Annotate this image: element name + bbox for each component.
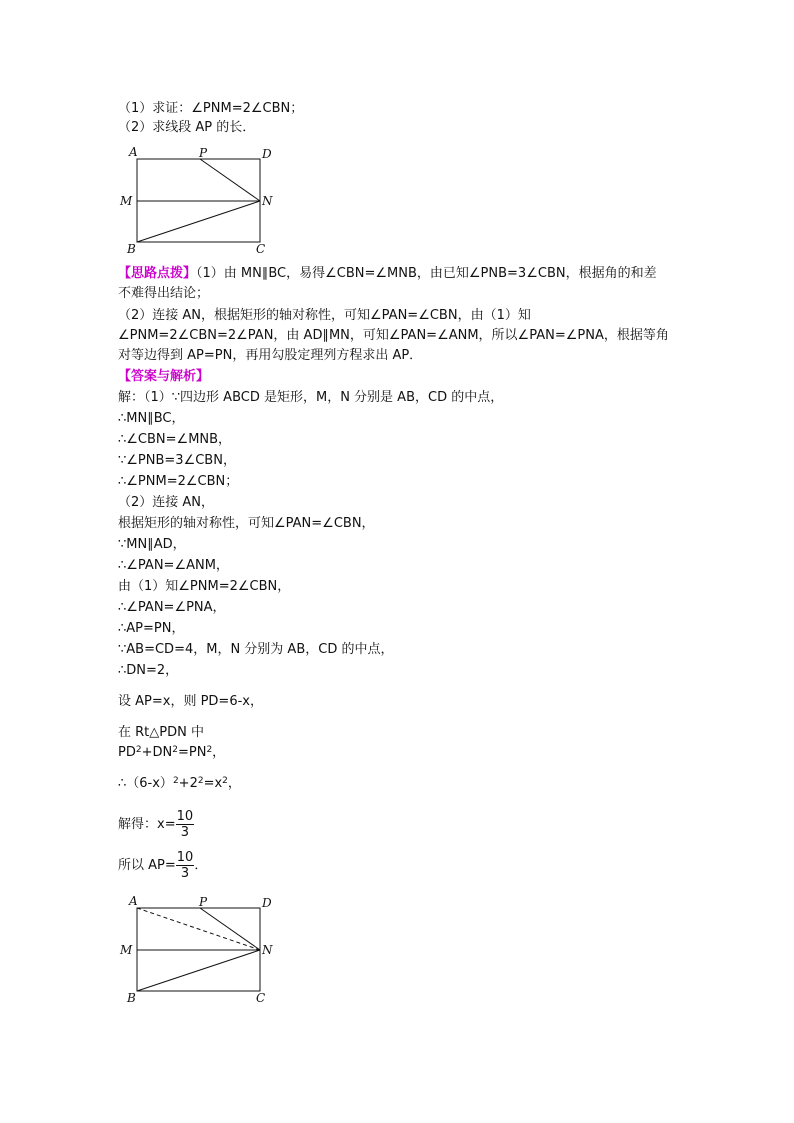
label-m: M	[120, 194, 133, 208]
answer-tag: 【答案与解析】	[118, 369, 210, 384]
label-d: D	[262, 147, 272, 161]
answer-line-3: ∴∠CBN=∠MNB，	[118, 432, 232, 447]
answer-line-13: ∵AB=CD=4，M，N 分别为 AB，CD 的中点，	[118, 642, 394, 657]
segment-pn	[200, 908, 260, 950]
answer-line-12: ∴AP=PN，	[118, 621, 185, 636]
hint-line-5: 对等边得到 AP=PN，再用勾股定理列方程求出 AP．	[118, 348, 423, 363]
equation-substituted: $\therefore(6-x)^2+2^2=x^2$，	[118, 776, 241, 791]
hint-line-4: ∠PNM=2∠CBN=2∠PAN，由 AD∥MN，可知∠PAN=∠ANM，所以∠PAN=∠PNA，根据等角	[118, 328, 669, 343]
answer-line-15: 设 AP=x，则 PD=6-x，	[118, 694, 263, 709]
question-part-2: （2）求线段 AP 的长．	[118, 120, 256, 135]
answer-line-16: 在 Rt△PDN 中	[118, 725, 204, 740]
label-b: B	[127, 242, 136, 256]
label-a: A	[129, 894, 138, 908]
label-c: C	[256, 991, 266, 1005]
label-m: M	[120, 943, 133, 957]
segment-pn	[200, 159, 260, 201]
answer-line-7: 根据矩形的轴对称性，可知∠PAN=∠CBN，	[118, 516, 375, 531]
label-d: D	[262, 896, 272, 910]
fraction-x: $\frac{10}{3}$	[176, 809, 194, 840]
label-p: P	[199, 895, 208, 909]
question-part-1: （1）求证：∠PNM=2∠CBN；	[118, 101, 304, 116]
answer-line-11: ∴∠PAN=∠PNA，	[118, 600, 226, 615]
label-c: C	[256, 242, 266, 256]
answer-line-2: ∴MN∥BC，	[118, 411, 185, 426]
hint-line-3: （2）连接 AN，根据矩形的轴对称性，可知∠PAN=∠CBN，由（1）知	[118, 308, 531, 323]
label-n: N	[262, 194, 273, 208]
segment-bn	[137, 201, 260, 242]
result-line: 所以 AP= $\frac{10}{3}$ ．	[118, 850, 208, 881]
segment-bn	[137, 950, 260, 991]
answer-line-1: 解：（1）∵四边形 ABCD 是矩形，M，N 分别是 AB，CD 的中点，	[118, 390, 504, 405]
fraction-ap: $\frac{10}{3}$	[176, 850, 194, 881]
label-b: B	[127, 991, 136, 1005]
label-a: A	[129, 145, 138, 159]
answer-line-6: （2）连接 AN，	[118, 495, 215, 510]
answer-line-9: ∴∠PAN=∠ANM，	[118, 558, 229, 573]
equation-pythagoras: $PD^2+DN^2=PN^2$，	[118, 745, 226, 760]
answer-line-4: ∵∠PNB=3∠CBN，	[118, 453, 236, 468]
hint-line-1: 【思路点拨】（1）由 MN∥BC，易得∠CBN=∠MNB，由已知∠PNB=3∠CBN，根据角的和差	[118, 266, 657, 281]
answer-line-5: ∴∠PNM=2∠CBN；	[118, 474, 239, 489]
segment-an-dashed	[137, 908, 260, 950]
answer-line-14: ∴DN=2，	[118, 663, 179, 678]
label-p: P	[199, 146, 208, 160]
label-n: N	[262, 943, 273, 957]
solve-line: 解得：x= $\frac{10}{3}$	[118, 809, 194, 840]
rectangle-figure-2	[114, 892, 284, 1007]
rectangle-figure-1	[114, 143, 284, 258]
hint-tag: 【思路点拨】	[118, 266, 197, 281]
answer-line-10: 由（1）知∠PNM=2∠CBN，	[118, 579, 291, 594]
hint-line-2: 不难得出结论；	[118, 286, 210, 301]
answer-line-8: ∵MN∥AD，	[118, 537, 186, 552]
